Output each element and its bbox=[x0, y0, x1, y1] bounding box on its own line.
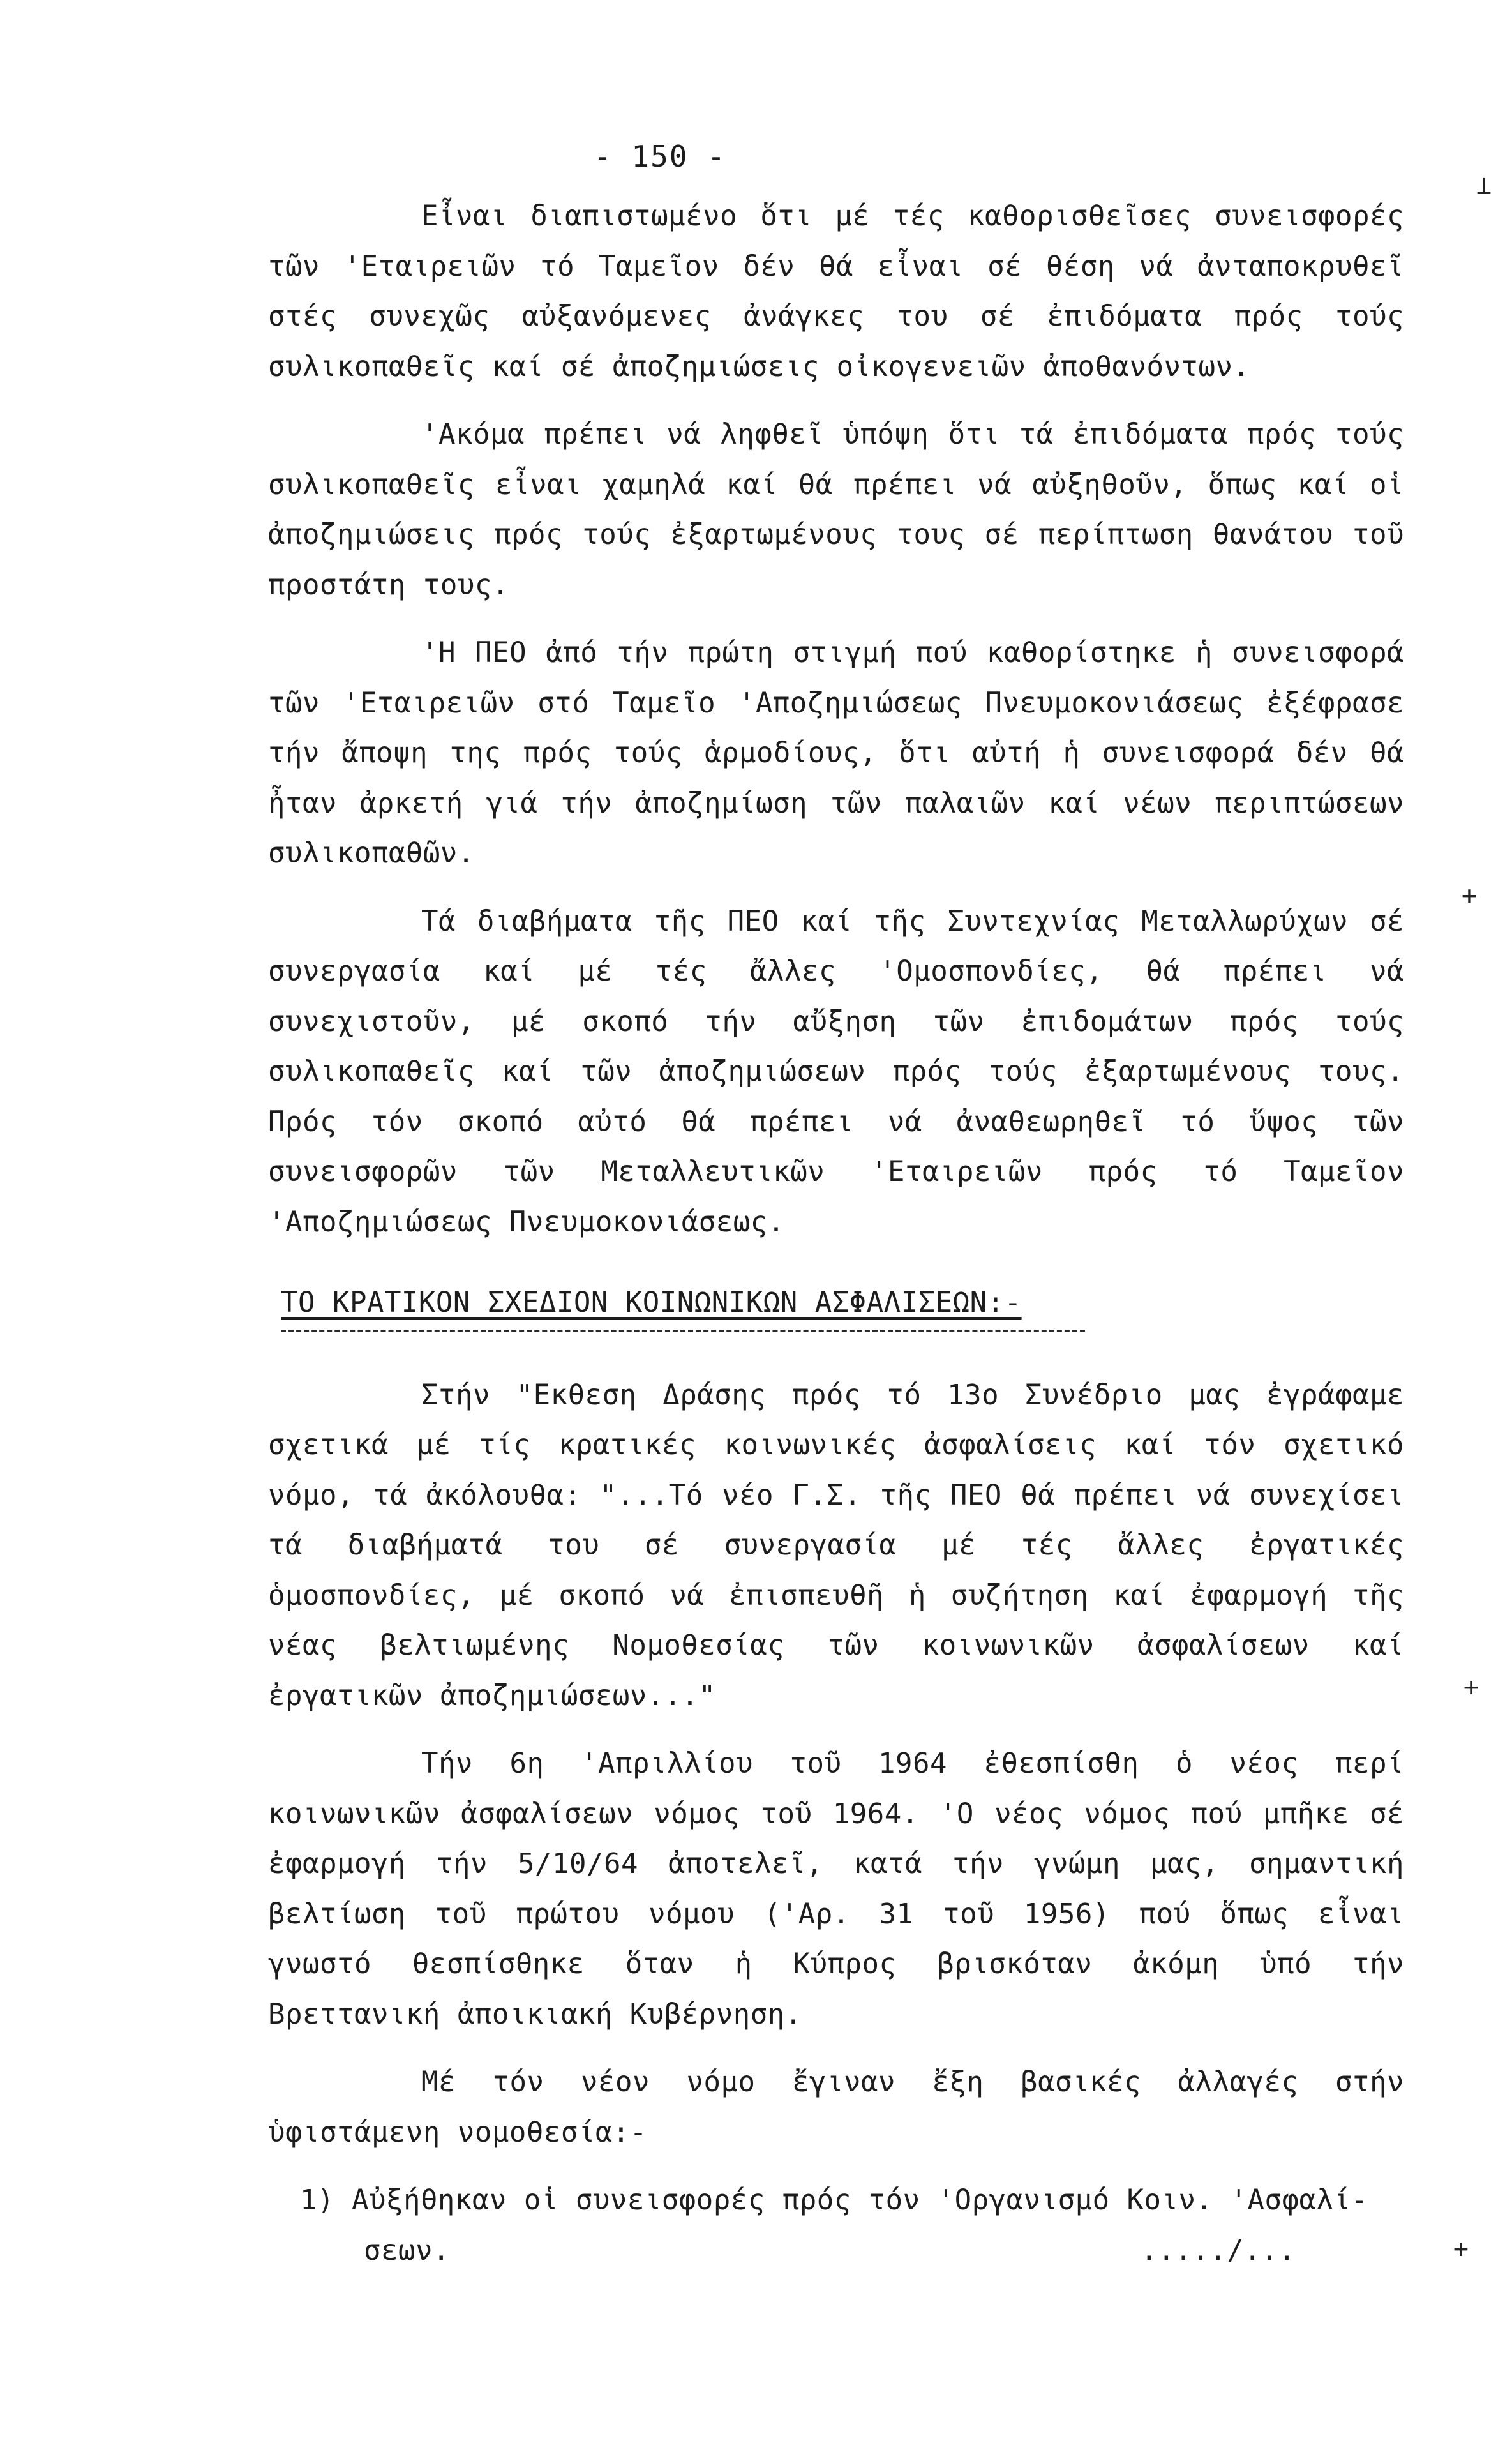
item-number: 1) bbox=[300, 2184, 334, 2216]
margin-mark: ⊥ bbox=[1476, 171, 1492, 200]
paragraph: Εἶναι διαπιστωμένο ὅτι μέ τές καθορισθεῖσες συνεισφορές τῶν 'Εταιρειῶν τό Ταμεῖον δέν θά εἶναι σέ θέση νά ἀνταποκρυθεῖ στές συνεχῶς αὐξανόμενες ἀνάγκες του σέ ἐπιδόματα πρός τούς συλικοπαθεῖς καί σέ ἀποζημιώσεις οἰκογενειῶν ἀποθανόντων. bbox=[268, 200, 1404, 383]
paragraph: Στήν "Εκθεση Δράσης πρός τό 13ο Συνέδριο μας ἐγράφαμε σχετικά μέ τίς κρατικές κοινωνικές ἀσφαλίσεις καί τόν σχετικό νόμο, τά ἀκόλουθα: "...Τό νέο Γ.Σ. τῆς ΠΕΟ θά πρέπει νά συνεχίσει τά διαβήματά του σέ συνεργασία μέ τές ἄλλες ἐργατικές ὁμοσπονδίες, μέ σκοπό νά ἐπισπευθῆ ἡ συζήτηση καί ἐφαρμογή τῆς νέας βελτιωμένης Νομοθεσίας τῶν κοινωνικῶν ἀσφαλίσεων καί ἐργατικῶν ἀποζημιώσεων..." bbox=[268, 1378, 1404, 1712]
margin-mark: + bbox=[1453, 2234, 1469, 2264]
page-continuation-mark: ...../... bbox=[1141, 2234, 1296, 2267]
item-text: Αὐξήθηκαν οἱ συνεισφορές πρός τόν 'Οργανισμό Κοιν. 'Ασφαλί- bbox=[351, 2184, 1368, 2216]
section-heading: ΤΟ ΚΡΑΤΙΚΟΝ ΣΧΕΔΙΟΝ ΚΟΙΝΩΝΙΚΩΝ ΑΣΦΑΛΙΣΕΩΝ:- bbox=[281, 1286, 1022, 1319]
numbered-item bbox=[300, 2176, 1404, 2276]
paragraph: Τά διαβήματα τῆς ΠΕΟ καί τῆς Συντεχνίας Μεταλλωρύχων σέ συνεργασία καί μέ τές ἄλλες 'Ομοσπονδίες, θά πρέπει νά συνεχιστοῦν, μέ σκοπό τήν αὔξηση τῶν ἐπιδομάτων πρός τούς συλικοπαθεῖς καί τῶν ἀποζημιώσεων πρός τούς ἐξαρτωμένους τους. Πρός τόν σκοπό αὐτό θά πρέπει νά ἀναθεωρηθεῖ τό ὕψος τῶν συνεισφορῶν τῶν Μεταλλευτικῶν 'Εταιρειῶν πρός τό Ταμεῖον 'Αποζημιώσεως Πνευμοκονιάσεως. bbox=[268, 905, 1404, 1238]
paragraph: Μέ τόν νέον νόμο ἔγιναν ἔξη βασικές ἀλλαγές στήν ὑφιστάμενη νομοθεσία:- bbox=[268, 2066, 1404, 2149]
paragraph: 'Η ΠΕΟ ἀπό τήν πρώτη στιγμή πού καθορίστηκε ἡ συνεισφορά τῶν 'Εταιρειῶν στό Ταμεῖο 'Αποζημιώσεως Πνευμοκονιάσεως ἐξέφρασε τήν ἄποψη της πρός τούς ἁρμοδίους, ὅτι αὐτή ἡ συνεισφορά δέν θά ἦταν ἀρκετή γιά τήν ἀποζημίωση τῶν παλαιῶν καί νέων περιπτώσεων συλικοπαθῶν. bbox=[268, 636, 1404, 869]
page-number: - 150 - bbox=[594, 139, 726, 174]
dashed-underline bbox=[281, 1330, 1085, 1332]
margin-mark: + bbox=[1463, 1673, 1479, 1702]
document-body bbox=[268, 192, 1404, 2276]
paragraph: Τήν 6η 'Απριλλίου τοῦ 1964 ἐθεσπίσθη ὁ νέος περί κοινωνικῶν ἀσφαλίσεων νόμος τοῦ 1964. 'Ο νέος νόμος πού μπῆκε σέ ἐφαρμογή τήν 5/10/64 ἀποτελεῖ, κατά τήν γνώμη μας, σημαντική βελτίωση τοῦ πρώτου νόμου ('Αρ. 31 τοῦ 1956) πού ὅπως εἶναι γνωστό θεσπίσθηκε ὅταν ἡ Κύπρος βρισκόταν ἀκόμη ὑπό τήν Βρεττανική ἀποικιακή Κυβέρνηση. bbox=[268, 1747, 1404, 2031]
item-text-continuation: σεων. bbox=[364, 2234, 450, 2267]
margin-mark: + bbox=[1461, 881, 1477, 910]
paragraph: 'Ακόμα πρέπει νά ληφθεῖ ὑπόψη ὅτι τά ἐπιδόματα πρός τούς συλικοπαθεῖς εἶναι χαμηλά καί θά πρέπει νά αὐξηθοῦν, ὅπως καί οἱ ἀποζημιώσεις πρός τούς ἐξαρτωμένους τους σέ περίπτωση θανάτου τοῦ προστάτη τους. bbox=[268, 418, 1404, 601]
